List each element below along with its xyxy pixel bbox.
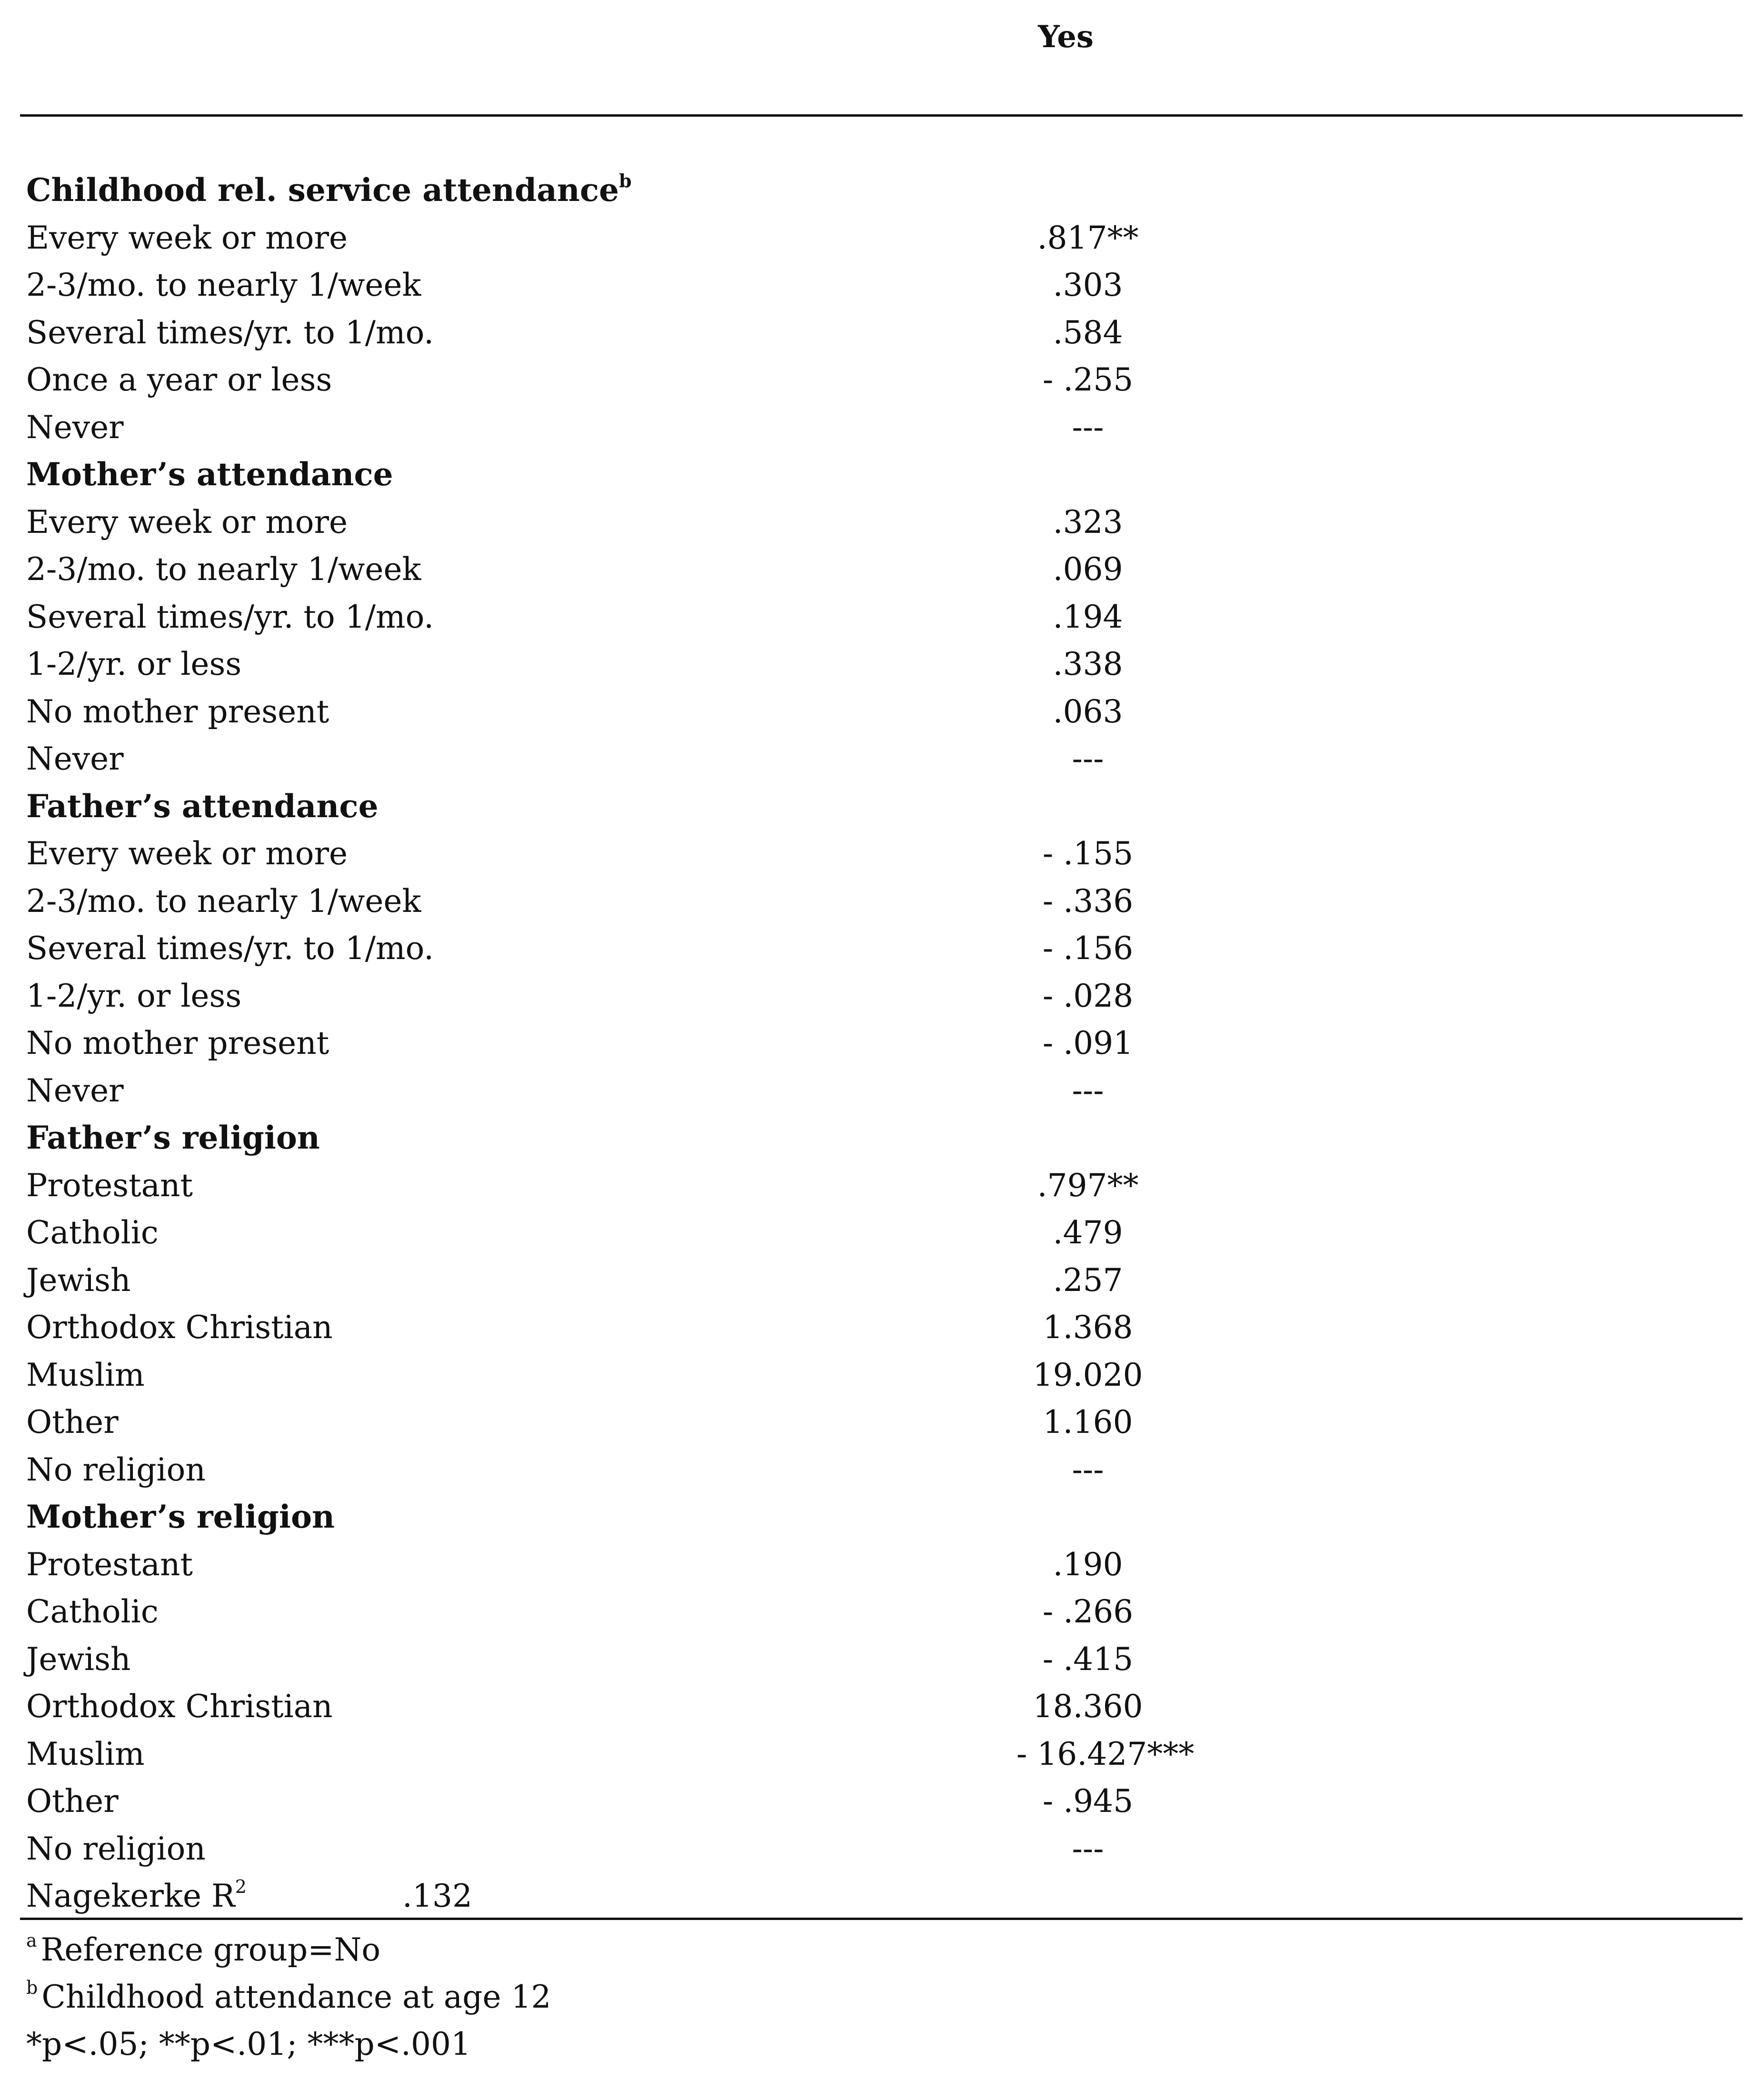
row-label [26,1446,206,1494]
row-value: .817** [1037,219,1139,256]
row-value: .257 [1053,1261,1123,1299]
row-label-text: 1-2/yr. or less [26,646,242,682]
table-row [26,925,1740,972]
bottom-rule [20,1918,1743,1920]
section-label [26,1493,335,1541]
top-rule [20,114,1743,117]
row-label [26,1162,193,1210]
table-row [26,1825,1740,1873]
row-label-text: 1-2/yr. or less [26,977,242,1014]
r2-superscript: 2 [235,1876,247,1897]
table-notes [26,1926,551,2068]
footnote-text: Childhood attendance at age 12 [41,1979,551,2015]
table-row [26,593,1740,641]
row-label [26,356,332,404]
row-label-text: Orthodox Christian [26,1309,333,1346]
row-label-text: 2-3/mo. to nearly 1/week [26,551,421,588]
table-row [26,404,1740,451]
row-value: - 16.427*** [1017,1735,1195,1772]
footnote-marker: b [26,1977,38,1998]
section-heading-row [26,167,1740,214]
row-label-text: 2-3/mo. to nearly 1/week [26,267,421,303]
row-label [26,546,421,593]
row-label-text: Never [26,740,124,777]
row-label [26,1304,333,1351]
row-label [26,640,241,688]
row-label-text: Every week or more [26,835,348,872]
footnote [26,2020,551,2068]
table-row [26,1209,1740,1257]
r2-label-text: Nagekerke R [26,1878,235,1914]
section-label [26,451,393,499]
row-label [26,404,124,451]
row-label [26,1399,119,1446]
row-label-text: Childhood rel. service attendance [26,171,619,209]
table-row [26,830,1740,878]
row-label-text: Never [26,409,124,446]
row-label-text: Several times/yr. to 1/mo. [26,314,434,351]
r2-row [26,1872,1740,1920]
row-value: --- [1072,1072,1104,1109]
row-label [26,1683,333,1730]
table-row [26,261,1740,309]
table-row [26,878,1740,925]
table-body [26,167,1740,1920]
table-row [26,1541,1740,1589]
section-heading-row [26,451,1740,499]
row-label [26,1636,131,1683]
row-value: .479 [1053,1214,1123,1251]
table-row [26,546,1740,593]
row-label-text: Jewish [26,1261,131,1299]
table-row [26,1304,1740,1351]
row-value: - .266 [1042,1593,1134,1630]
row-label [26,972,241,1020]
section-label [26,167,632,214]
row-label-text: Every week or more [26,219,348,256]
row-label [26,688,329,736]
row-label [26,1209,159,1257]
row-label-text: Orthodox Christian [26,1688,333,1725]
footnote [26,1926,551,1973]
row-label-text: No mother present [26,693,329,730]
row-value: --- [1072,740,1104,777]
row-label [26,214,348,262]
row-value: - .255 [1042,361,1134,398]
row-label-text: No mother present [26,1025,329,1061]
table-row [26,1257,1740,1304]
row-value: --- [1072,1830,1104,1867]
table-header [0,0,1764,117]
row-value: .303 [1053,267,1123,303]
row-value: --- [1072,1451,1104,1488]
row-label-text: Jewish [26,1640,131,1678]
row-label-text: Several times/yr. to 1/mo. [26,598,434,635]
row-value: .194 [1053,598,1123,635]
table-row [26,972,1740,1020]
footnote-marker: b [619,170,632,191]
row-label [26,1541,193,1589]
table-row [26,1067,1740,1115]
row-label-text: 2-3/mo. to nearly 1/week [26,882,421,920]
row-label-text: Other [26,1783,119,1820]
row-label [26,1067,124,1115]
row-label [26,593,434,641]
table-row [26,356,1740,404]
section-label [26,783,379,830]
row-label-text: Mother’s attendance [26,456,393,493]
table-row [26,1730,1740,1778]
row-value: - .336 [1042,882,1134,920]
table-row [26,1446,1740,1494]
row-label-text: Catholic [26,1214,159,1251]
footnote [26,1973,551,2020]
row-value: - .028 [1042,977,1134,1014]
row-label [26,1825,206,1873]
table-row [26,735,1740,783]
table-row [26,688,1740,736]
row-value: - .155 [1042,835,1134,872]
row-label-text: Catholic [26,1593,159,1630]
row-label-text: Father’s attendance [26,787,379,825]
row-value: --- [1072,409,1104,446]
row-value: .069 [1053,551,1123,588]
row-value: .323 [1053,503,1123,540]
row-label [26,830,348,878]
row-label [26,309,434,357]
row-label [26,1351,145,1399]
section-label [26,1114,320,1162]
table-row [26,1162,1740,1210]
table-row [26,309,1740,357]
row-label [26,1257,131,1304]
table-row [26,640,1740,688]
row-value: - .091 [1042,1025,1134,1061]
row-value: .338 [1053,646,1123,682]
row-value: 18.360 [1033,1688,1143,1725]
row-label [26,1730,145,1778]
row-label-text: No religion [26,1830,206,1867]
table-row [26,499,1740,546]
row-value: 1.160 [1043,1404,1133,1440]
table-row [26,1399,1740,1446]
table-row [26,1020,1740,1067]
row-label-text: Father’s religion [26,1119,320,1156]
row-value: .584 [1053,314,1123,351]
row-value: .190 [1053,1546,1123,1583]
column-header-yes: Yes [1038,19,1094,55]
row-value: 19.020 [1033,1356,1143,1393]
row-label [26,499,348,546]
table-row [26,1588,1740,1636]
row-value: 1.368 [1043,1309,1133,1346]
row-value: - .415 [1042,1640,1134,1678]
footnote-marker: a [26,1930,37,1951]
row-label-text: Once a year or less [26,361,332,398]
r2-label [26,1872,247,1920]
row-label [26,1778,119,1825]
row-value: .063 [1053,693,1123,730]
table-row [26,1636,1740,1683]
section-heading-row [26,783,1740,830]
row-label-text: Muslim [26,1735,145,1772]
row-label [26,735,124,783]
row-label-text: No religion [26,1451,206,1488]
row-value: .797** [1037,1167,1139,1204]
section-heading-row [26,1493,1740,1541]
r2-value: .132 [402,1878,472,1914]
row-label [26,878,421,925]
footnote-text: *p<.05; **p<.01; ***p<.001 [26,2026,471,2062]
section-heading-row [26,1114,1740,1162]
row-label-text: Protestant [26,1546,193,1583]
row-label-text: Other [26,1404,119,1440]
row-label [26,925,434,972]
row-label [26,1588,159,1636]
row-label-text: Protestant [26,1167,193,1204]
table-row [26,1683,1740,1730]
row-label-text: Several times/yr. to 1/mo. [26,930,434,967]
row-label [26,1020,329,1067]
row-value: - .156 [1042,930,1134,967]
footnote-text: Reference group=No [40,1931,381,1968]
row-label-text: Never [26,1072,124,1109]
row-label-text: Every week or more [26,503,348,540]
table-row [26,1351,1740,1399]
table-row [26,214,1740,262]
table-row [26,1778,1740,1825]
row-label-text: Mother’s religion [26,1498,335,1535]
row-label [26,261,421,309]
row-label-text: Muslim [26,1356,145,1393]
row-value: - .945 [1042,1783,1134,1820]
